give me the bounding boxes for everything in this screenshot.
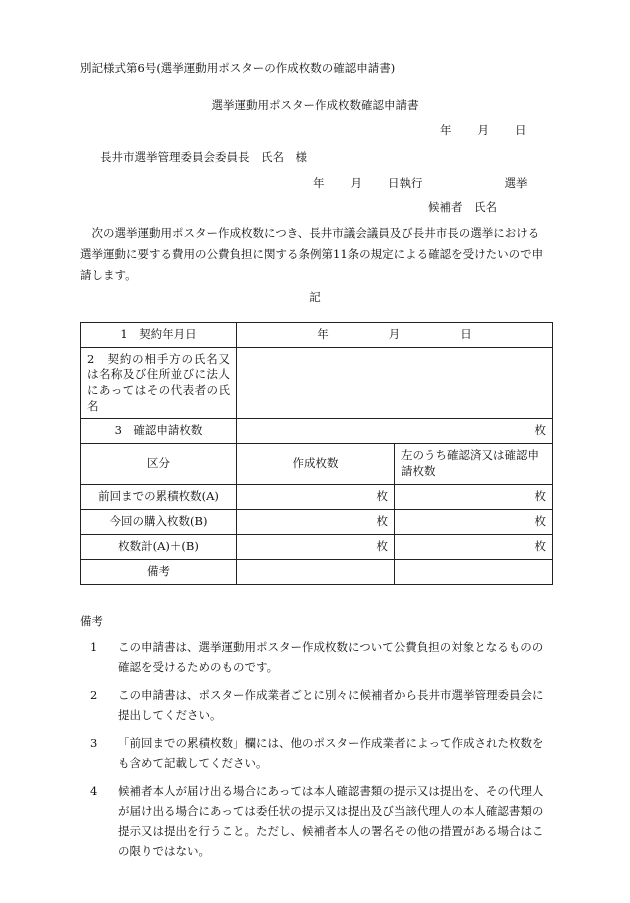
row-label: 今回の購入枚数(B)	[81, 510, 237, 535]
bikou-value-1[interactable]	[237, 560, 395, 585]
election-month: 月	[350, 176, 362, 190]
row-label: 枚数計(A)＋(B)	[81, 535, 237, 560]
document-title: 選挙運動用ポスター作成枚数確認申請書	[211, 98, 419, 112]
application-date	[440, 125, 527, 137]
form-number: 別記様式第6号(選挙運動用ポスターの作成枚数の確認申請書)	[80, 61, 396, 75]
bikou-label: 備考	[81, 560, 237, 585]
date-month: 月	[477, 123, 489, 137]
confirm-count-value[interactable]: 枚	[237, 419, 553, 444]
list-item: 4 候補者本人が届け出る場合にあっては本人確認書類の提示又は提出を、その代理人が届け出る場合にあっては委任状の提示又は提出及び当該代理人の本人確認書類の提示又は提出を行うこと。ただし、候補者本人の署名その他の措置がある場合はこの限りではない。	[90, 784, 544, 858]
notes-list	[80, 637, 550, 869]
table-row	[81, 510, 553, 535]
row-confirmed-cell[interactable]: 枚	[395, 535, 553, 560]
col-confirmed: 左のうち確認済又は確認申請枚数	[395, 444, 553, 485]
row-label: 前回までの累積枚数(A)	[81, 485, 237, 510]
confirm-count-label: 3 確認申請枚数	[81, 419, 237, 444]
row-sakusei-cell[interactable]: 枚	[237, 535, 395, 560]
table-row-contract-date	[81, 323, 553, 348]
application-table	[80, 322, 553, 585]
candidate-name: 候補者 氏名	[428, 200, 497, 214]
contract-party-label: 2 契約の相手方の氏名又は名称及び住所並びに法人にあってはその代表者の氏名	[81, 348, 237, 419]
body-text: 次の選挙運動用ポスター作成枚数につき、長井市議会議員及び長井市長の選挙における選挙運動に要する費用の公費負担に関する条例第11条の規定による確認を受けたいので申請します。	[80, 226, 544, 282]
contract-date-value[interactable]: 年 月 日	[237, 323, 553, 348]
table-row-header	[81, 444, 553, 485]
col-kubun: 区分	[81, 444, 237, 485]
date-year: 年	[440, 123, 452, 137]
table-row-bikou	[81, 560, 553, 585]
list-item: 3 「前回までの累積枚数」欄には、他のポスター作成業者によって作成された枚数をも含めて記載してください。	[90, 736, 544, 770]
contract-date-label: 1 契約年月日	[81, 323, 237, 348]
table-row-confirm-count	[81, 419, 553, 444]
election-line	[313, 178, 528, 190]
list-item: 2 この申請書は、ポスター作成業者ごとに別々に候補者から長井市選挙管理委員会に提出してください。	[90, 688, 544, 722]
ki-heading: 記	[309, 290, 321, 304]
contract-party-value[interactable]	[237, 348, 553, 419]
table-row-contract-party	[81, 348, 553, 419]
list-item: 1 この申請書は、選挙運動用ポスター作成枚数について公費負担の対象となるものの確認を受けるためのものです。	[90, 640, 544, 674]
notes-heading: 備考	[80, 614, 103, 628]
row-sakusei-cell[interactable]: 枚	[237, 485, 395, 510]
row-confirmed-cell[interactable]: 枚	[395, 485, 553, 510]
election-year: 年	[313, 176, 325, 190]
addressee: 長井市選挙管理委員会委員長 氏名 様	[100, 150, 307, 164]
election-type: 選挙	[504, 176, 528, 190]
row-confirmed-cell[interactable]: 枚	[395, 510, 553, 535]
bikou-value-2[interactable]	[395, 560, 553, 585]
row-sakusei-cell[interactable]: 枚	[237, 510, 395, 535]
date-day: 日	[515, 123, 527, 137]
table-row	[81, 485, 553, 510]
election-day: 日執行	[388, 176, 423, 190]
table-row	[81, 535, 553, 560]
col-sakusei: 作成枚数	[237, 444, 395, 485]
